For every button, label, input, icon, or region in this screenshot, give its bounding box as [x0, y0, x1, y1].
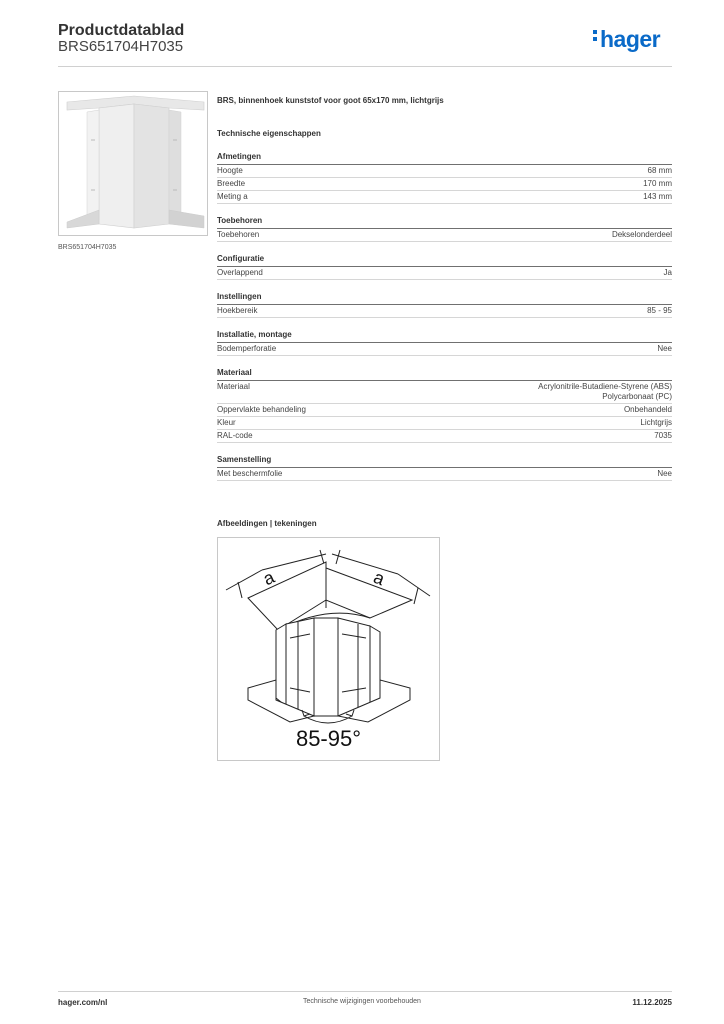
- spec-value-line: 143 mm: [643, 192, 672, 201]
- spec-group: [217, 368, 672, 443]
- spec-value: [624, 405, 672, 415]
- spec-label: Breedte: [217, 179, 246, 188]
- spec-row: [217, 165, 672, 178]
- spec-group-title: Materiaal: [217, 368, 672, 381]
- logo-text: hager: [600, 26, 661, 52]
- page-title: Productdatablad: [58, 22, 185, 39]
- spec-label: Bodemperforatie: [217, 344, 277, 353]
- spec-value: [612, 230, 672, 240]
- spec-group-title: Instellingen: [217, 292, 672, 305]
- spec-group-title: Afmetingen: [217, 152, 672, 165]
- spec-value: [657, 344, 672, 354]
- spec-label: Hoekbereik: [217, 306, 258, 315]
- spec-label: Kleur: [217, 418, 236, 427]
- spec-value-line: 7035: [654, 431, 672, 440]
- spec-label: Hoogte: [217, 166, 243, 175]
- tech-properties-title: Technische eigenschappen: [217, 129, 321, 138]
- spec-value-line: Ja: [663, 268, 672, 277]
- spec-value-line: 85 - 95: [647, 306, 672, 315]
- spec-row: [217, 468, 672, 481]
- footer-website[interactable]: hager.com/nl: [58, 998, 108, 1007]
- spec-value: [640, 418, 672, 428]
- spec-label: Toebehoren: [217, 230, 260, 239]
- spec-group: [217, 455, 672, 481]
- dimension-label-right: a: [370, 566, 388, 590]
- spec-group: [217, 330, 672, 356]
- spec-label: Materiaal: [217, 382, 250, 391]
- spec-row: [217, 430, 672, 443]
- spec-row: [217, 404, 672, 417]
- spec-row: [217, 417, 672, 430]
- spec-label: Oppervlakte behandeling: [217, 405, 306, 414]
- spec-group-title: Samenstelling: [217, 455, 672, 468]
- spec-value: [643, 179, 672, 189]
- product-photo-icon: [59, 92, 207, 235]
- spec-value-line: 68 mm: [647, 166, 672, 175]
- spec-value: [664, 268, 672, 278]
- spec-row: [217, 191, 672, 204]
- drawings-title: Afbeeldingen | tekeningen: [217, 519, 317, 528]
- spec-value: [648, 166, 672, 176]
- spec-value-line: 170 mm: [643, 179, 672, 188]
- spec-label: Meting a: [217, 192, 248, 201]
- product-image: [58, 91, 208, 236]
- spec-value-line: Nee: [657, 469, 672, 478]
- dimension-label-left: a: [260, 566, 278, 590]
- spec-group: [217, 254, 672, 280]
- specifications: [217, 96, 672, 493]
- footer-divider: [58, 991, 672, 992]
- spec-value-line: Onbehandeld: [623, 405, 672, 414]
- spec-value: [643, 192, 672, 202]
- spec-groups: [217, 152, 672, 481]
- spec-row: [217, 229, 672, 242]
- spec-group: [217, 152, 672, 204]
- spec-group-title: Toebehoren: [217, 216, 672, 229]
- technical-drawing: [217, 537, 440, 761]
- spec-group: [217, 216, 672, 242]
- product-description: BRS, binnenhoek kunststof voor goot 65x170 mm, lichtgrijs: [217, 96, 444, 105]
- product-code: BRS651704H7035: [58, 38, 184, 55]
- spec-row: [217, 381, 672, 404]
- spec-value-line: Nee: [657, 344, 672, 353]
- spec-value-line: Acrylonitrile-Butadiene-Styrene (ABS): [538, 382, 672, 391]
- footer-date: 11.12.2025: [632, 998, 672, 1007]
- spec-row: [217, 267, 672, 280]
- spec-value-line: Lichtgrijs: [640, 418, 672, 427]
- spec-value: [657, 469, 672, 479]
- angle-label: 85-95°: [295, 726, 362, 751]
- spec-value-line: Polycarbonaat (PC): [602, 392, 672, 401]
- spec-row: [217, 305, 672, 318]
- spec-value: [538, 382, 672, 402]
- spec-row: [217, 343, 672, 356]
- spec-group-title: Installatie, montage: [217, 330, 672, 343]
- footer-disclaimer: Technische wijzigingen voorbehouden: [303, 998, 421, 1005]
- spec-value-line: Dekselonderdeel: [611, 230, 672, 239]
- spec-label: Met beschermfolie: [217, 469, 283, 478]
- spec-value: [647, 306, 672, 316]
- spec-group: [217, 292, 672, 318]
- spec-row: [217, 178, 672, 191]
- spec-value: [654, 431, 672, 441]
- hager-logo: [593, 26, 660, 53]
- header-divider: [58, 66, 672, 67]
- image-caption: BRS651704H7035: [58, 244, 117, 251]
- spec-label: Overlappend: [217, 268, 263, 277]
- spec-group-title: Configuratie: [217, 254, 672, 267]
- logo-dots-icon: [593, 30, 598, 44]
- spec-label: RAL-code: [217, 431, 253, 440]
